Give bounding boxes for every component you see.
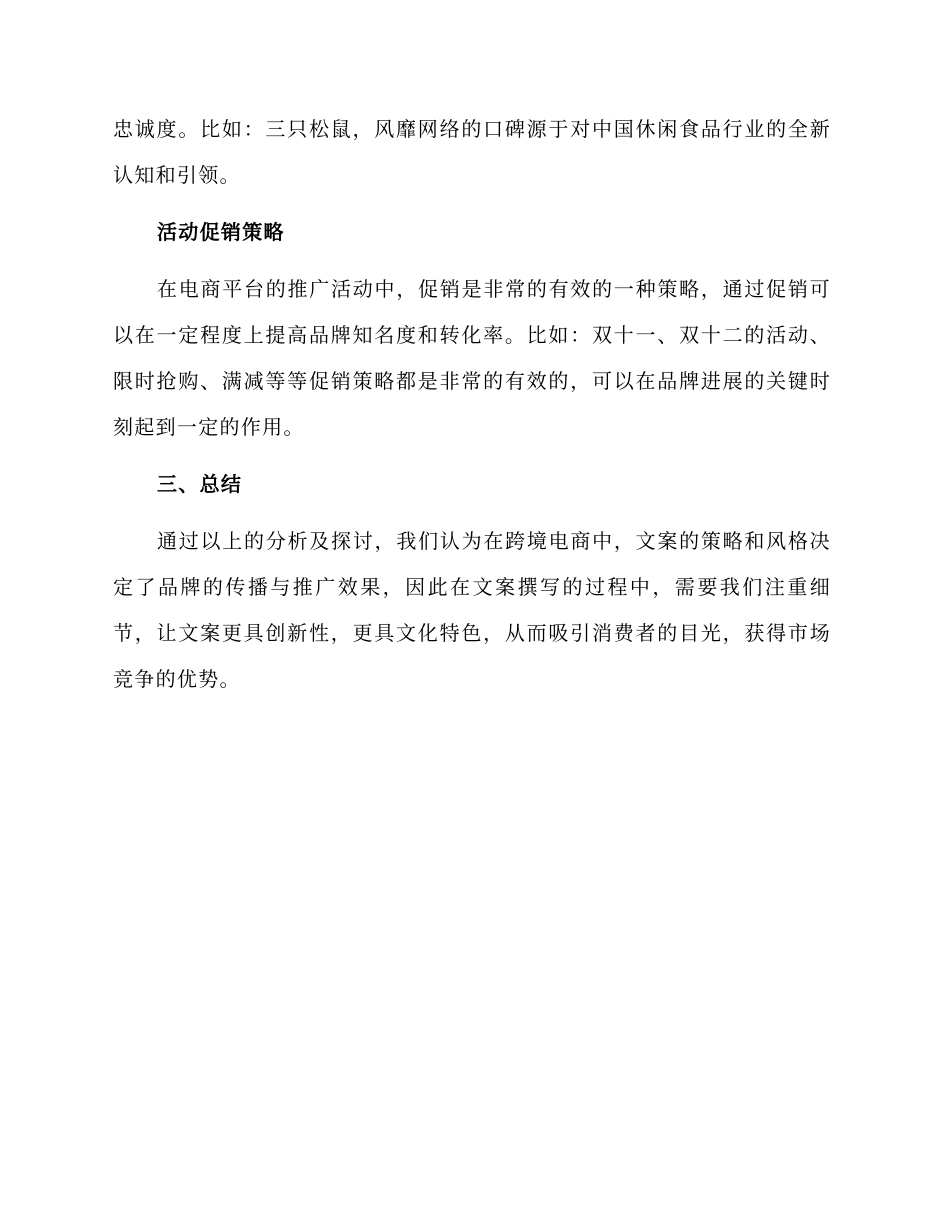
section-heading-promotion-strategy: 活动促销策略	[157, 220, 285, 244]
paragraph-promotion: 在电商平台的推广活动中，促销是非常的有效的一种策略，通过促销可以在一定程度上提高品牌知名度和转化率。比如：双十一、双十二的活动、限时抢购、满减等等促销策略都是非常的有效的，可以在品牌进展的关键时刻起到一定的作用。	[113, 277, 831, 439]
section-heading-summary: 三、总结	[157, 472, 243, 496]
paragraph-continuation: 忠诚度。比如：三只松鼠，风靡网络的口碑源于对中国休闲食品行业的全新认知和引领。	[113, 117, 831, 187]
document-body	[113, 106, 831, 702]
paragraph-summary: 通过以上的分析及探讨，我们认为在跨境电商中，文案的策略和风格决定了品牌的传播与推广效果，因此在文案撰写的过程中，需要我们注重细节，让文案更具创新性，更具文化特色，从而吸引消费者的目光，获得市场竞争的优势。	[113, 529, 831, 691]
